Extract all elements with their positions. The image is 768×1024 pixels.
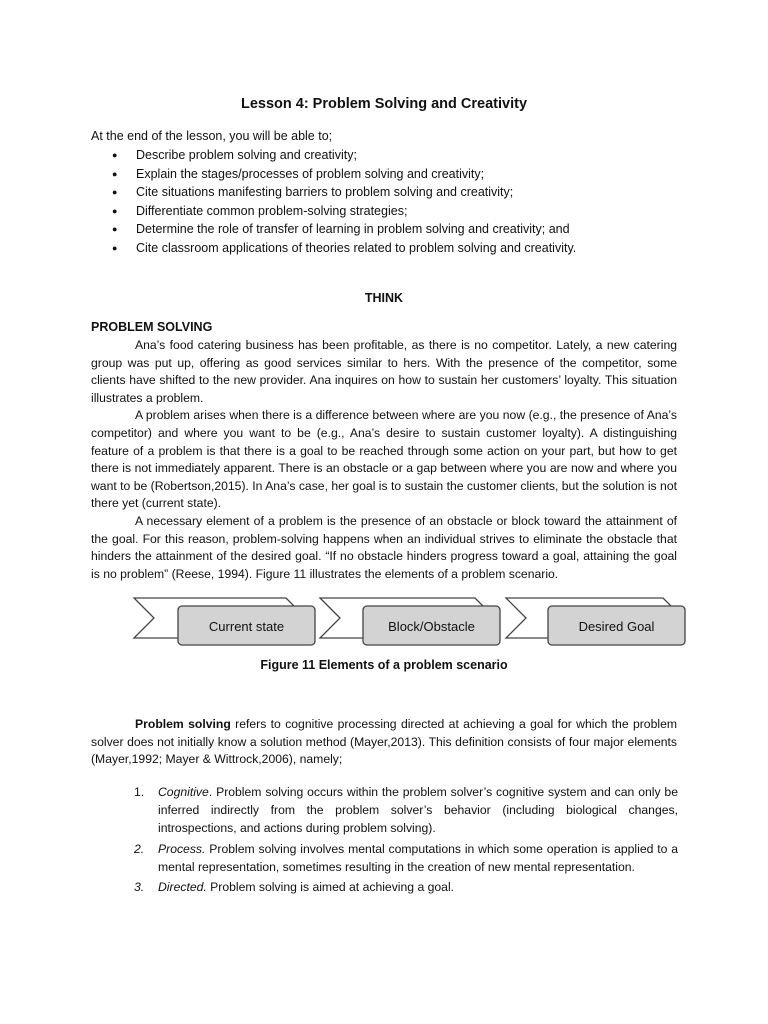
list-item: ● Explain the stages/processes of problem solving and creativity; (112, 165, 576, 184)
lesson-title: Lesson 4: Problem Solving and Creativity (240, 96, 528, 112)
list-number: 1. (134, 785, 145, 799)
list-number: 2. (134, 841, 145, 856)
element-text: . Problem solving occurs within the problem solver’s cognitive system and can only be inferred indirectly from the problem solver’s behavior (including biological changes, introspections, and actions during problem solving). (158, 785, 678, 836)
section-heading-think: THINK (364, 291, 404, 305)
paragraph (91, 716, 677, 769)
box-label: Current state (208, 619, 285, 634)
list-item (134, 840, 678, 876)
objectives-list (112, 146, 576, 257)
definition-paragraph (91, 716, 677, 769)
list-item: ● Cite classroom applications of theories related to problem solving and creativity. (112, 239, 576, 258)
element-term: Directed. (158, 880, 207, 895)
list-number: 3. (134, 880, 145, 895)
body-paragraphs (91, 337, 677, 583)
list-item (134, 783, 678, 838)
section-heading-problem-solving: PROBLEM SOLVING (91, 320, 213, 334)
figure-caption: Figure 11 Elements of a problem scenario (260, 658, 508, 672)
box-label: Block/Obstacle (388, 619, 475, 634)
element-term: Cognitive (158, 785, 209, 799)
element-text: Problem solving is aimed at achieving a goal. (206, 880, 455, 895)
paragraph: A problem arises when there is a difference between where are you now (e.g., the presence of Ana’s competitor) and where you want to be (e.g., Ana’s desire to sustain customer loyalty). A distinguishing feature of a problem is that there is a goal to be reached through some action on your part, but how to get there is not immediately apparent. There is an obstacle or a gap between where you are now and where you want to be (Robertson,2015). In Ana’s case, her goal is to sustain the customer clients, but the solution is not there yet (current state). (91, 408, 677, 511)
bold-term: Problem solving (135, 717, 231, 731)
list-item: ● Differentiate common problem-solving strategies; (112, 202, 576, 221)
elements-list (134, 783, 678, 898)
element-term: Process. (158, 841, 206, 856)
element-text: Problem solving involves mental computations in which some operation is applied to a mental representation, sometimes resulting in the creation of new mental representation. (158, 841, 678, 874)
paragraph: Ana’s food catering business has been profitable, as there is no competitor. Lately, a new catering group was put up, offering as good services similar to hers. With the presence of the competitor, some clients have shifted to the new provider. Ana inquires on how to sustain her customers’ loyalty. This situation illustrates a problem. (91, 338, 677, 405)
intro-text: At the end of the lesson, you will be able to; (91, 129, 333, 143)
list-item: ● Cite situations manifesting barriers to problem solving and creativity; (112, 183, 576, 202)
paragraph: A necessary element of a problem is the presence of an obstacle or block toward the attainment of the goal. For this reason, problem-solving happens when an individual strives to eliminate the obstacle that hinders the attainment of the desired goal. “If no obstacle hinders progress toward a goal, attaining the goal is no problem” (Reese, 1994). Figure 11 illustrates the elements of a problem scenario. (91, 513, 677, 581)
list-item: ● Describe problem solving and creativity; (112, 146, 576, 165)
list-item: ● Determine the role of transfer of learning in problem solving and creativity; and (112, 220, 576, 239)
problem-scenario-figure (130, 594, 690, 650)
list-item (134, 878, 678, 896)
paragraph-text: refers to cognitive processing directed at achieving a goal for which the problem solver does not initially know a solution method (Mayer,2013). This definition consists of four major elements (Mayer,1992; Mayer & Wittrock,2006), namely; (91, 717, 678, 767)
box-label: Desired Goal (578, 619, 655, 634)
